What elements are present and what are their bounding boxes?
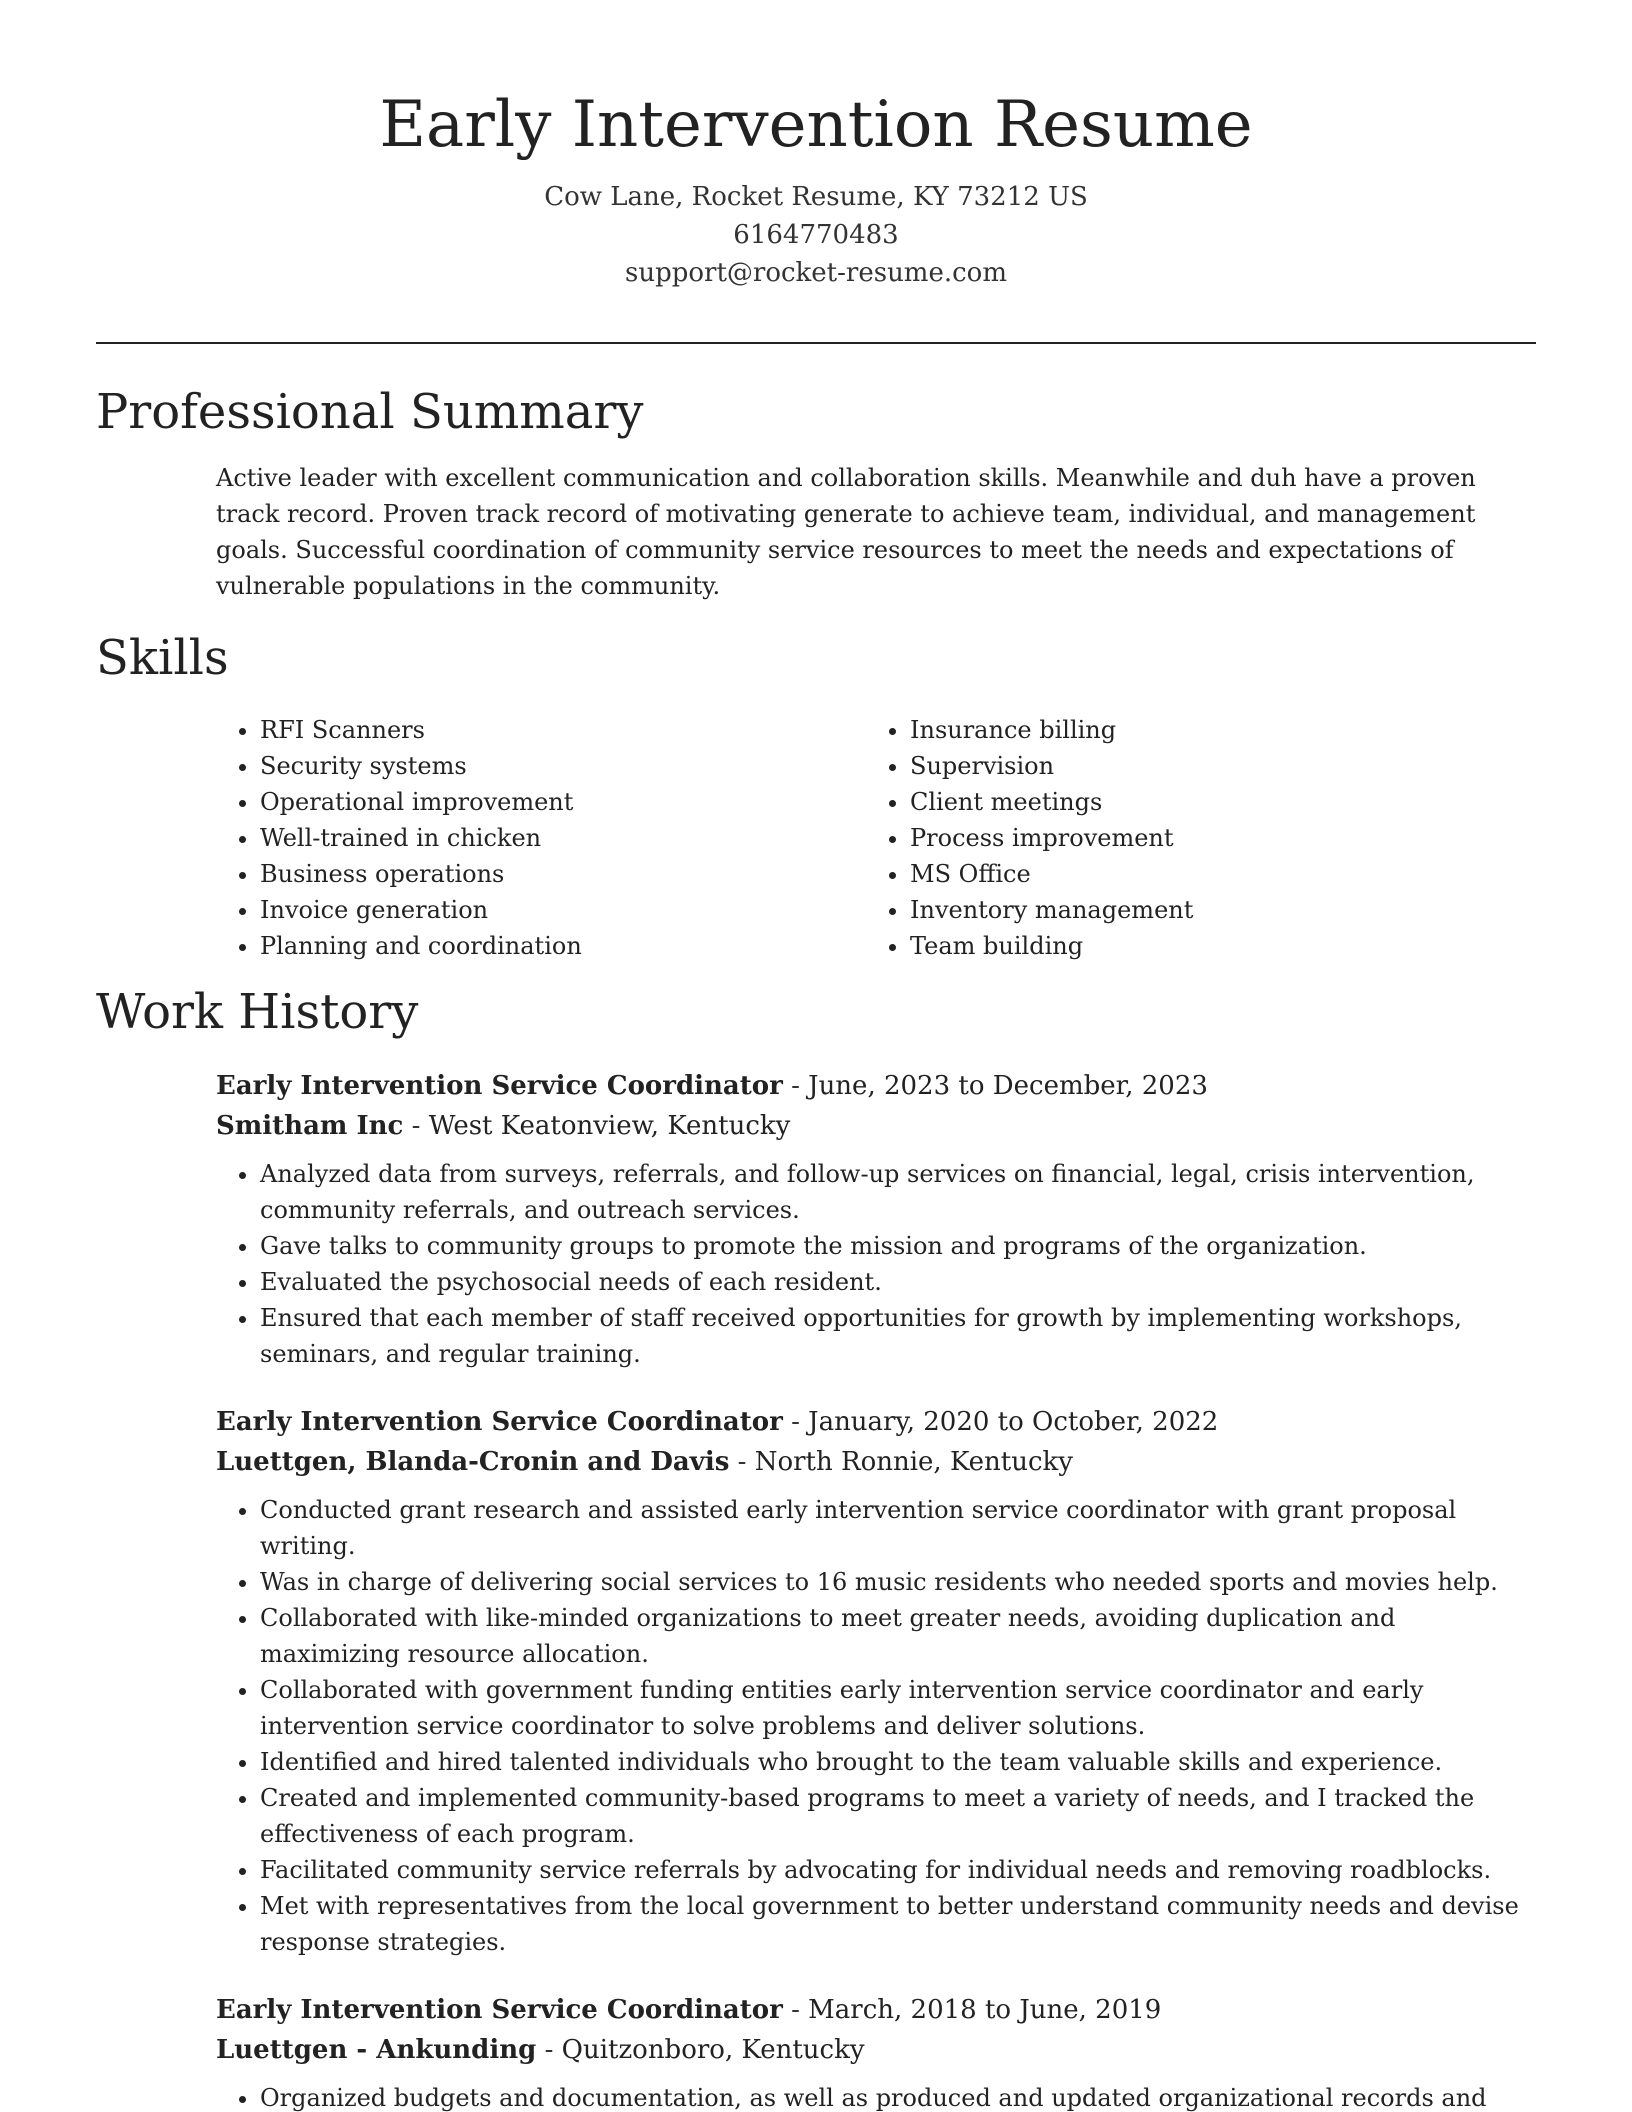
job-company: Luettgen - Ankunding bbox=[216, 2035, 537, 2065]
work-history-list bbox=[216, 1066, 1536, 2112]
job-duties-list bbox=[216, 2080, 1536, 2112]
skill-item: • Client meetings bbox=[910, 784, 1516, 820]
skill-item: • Insurance billing bbox=[910, 712, 1516, 748]
skill-item: • Process improvement bbox=[910, 820, 1516, 856]
skill-item: • Well-trained in chicken bbox=[260, 820, 866, 856]
job-dates: June, 2023 to December, 2023 bbox=[808, 1071, 1208, 1101]
job-duty: • Collaborated with government funding entities early intervention service coordinator and early intervention service coordinator to solve problems and deliver solutions. bbox=[260, 1672, 1536, 1744]
skill-item: • Security systems bbox=[260, 748, 866, 784]
skill-item: • Inventory management bbox=[910, 892, 1516, 928]
job-duty: • Conducted grant research and assisted early intervention service coordinator with grant proposal writing. bbox=[260, 1492, 1536, 1564]
header-divider bbox=[96, 342, 1536, 344]
skills-list bbox=[216, 712, 1536, 964]
job-duty: • Analyzed data from surveys, referrals, and follow-up services on financial, legal, crisis intervention, community referrals, and outreach services. bbox=[260, 1156, 1536, 1228]
job-duty: • Gave talks to community groups to promote the mission and programs of the organization. bbox=[260, 1228, 1536, 1264]
job-separator: - bbox=[782, 1995, 809, 2025]
job-location: West Keatonview, Kentucky bbox=[428, 1111, 791, 1141]
job-duty: • Facilitated community service referrals by advocating for individual needs and removing roadblocks. bbox=[260, 1852, 1536, 1888]
job-separator: - bbox=[729, 1447, 755, 1477]
job-title-line bbox=[216, 1066, 1536, 1106]
job-company: Luettgen, Blanda-Cronin and Davis bbox=[216, 1447, 730, 1477]
job-company-line bbox=[216, 1442, 1536, 1482]
job-location: North Ronnie, Kentucky bbox=[754, 1447, 1073, 1477]
job-duty: • Evaluated the psychosocial needs of each resident. bbox=[260, 1264, 1536, 1300]
job-duty: • Was in charge of delivering social services to 16 music residents who needed sports and movies help. bbox=[260, 1564, 1536, 1600]
summary-text: Active leader with excellent communication and collaboration skills. Meanwhile and duh have a proven track record. Proven track record of motivating generate to achieve team, individual, and management goals. Successful coordination of community service resources to meet the needs and expectations of vulnerable populations in the community. bbox=[216, 464, 1476, 600]
skill-item: • MS Office bbox=[910, 856, 1516, 892]
job-separator: - bbox=[536, 2035, 562, 2065]
job-entry bbox=[216, 1990, 1536, 2112]
skill-item: • Business operations bbox=[260, 856, 866, 892]
job-duty: • Met with representatives from the local government to better understand community needs and devise response strategies. bbox=[260, 1888, 1536, 1960]
skill-item: • Invoice generation bbox=[260, 892, 866, 928]
job-duty: • Organized budgets and documentation, as well as produced and updated organizational records and bbox=[260, 2080, 1536, 2112]
job-title-line bbox=[216, 1402, 1536, 1442]
skill-item: • Planning and coordination bbox=[260, 928, 866, 964]
job-company-line bbox=[216, 2030, 1536, 2070]
job-duty: • Created and implemented community-based programs to meet a variety of needs, and I tracked the effectiveness of each program. bbox=[260, 1780, 1536, 1852]
work-history-heading: Work History bbox=[96, 984, 419, 1040]
job-company-line bbox=[216, 1106, 1536, 1146]
job-dates: January, 2020 to October, 2022 bbox=[808, 1407, 1219, 1437]
job-company: Smitham Inc bbox=[216, 1111, 404, 1141]
job-entry bbox=[216, 1402, 1536, 1960]
skills-heading: Skills bbox=[96, 630, 229, 686]
job-title: Early Intervention Service Coordinator bbox=[216, 1071, 783, 1101]
job-duty: • Ensured that each member of staff received opportunities for growth by implementing workshops, seminars, and regular training. bbox=[260, 1300, 1536, 1372]
summary-heading: Professional Summary bbox=[96, 384, 644, 440]
job-duty: • Collaborated with like-minded organizations to meet greater needs, avoiding duplication and maximizing resource allocation. bbox=[260, 1600, 1536, 1672]
skill-item: • RFI Scanners bbox=[260, 712, 866, 748]
job-title-line bbox=[216, 1990, 1536, 2030]
skill-item: • Supervision bbox=[910, 748, 1516, 784]
job-duties-list bbox=[216, 1156, 1536, 1372]
job-duties-list bbox=[216, 1492, 1536, 1960]
skill-item: • Team building bbox=[910, 928, 1516, 964]
resume-header bbox=[0, 80, 1632, 292]
job-separator: - bbox=[782, 1407, 809, 1437]
job-dates: March, 2018 to June, 2019 bbox=[808, 1995, 1162, 2025]
resume-title: Early Intervention Resume bbox=[379, 88, 1253, 162]
job-separator: - bbox=[782, 1071, 809, 1101]
contact-phone: 6164770483 bbox=[733, 220, 899, 250]
job-duty: • Identified and hired talented individuals who brought to the team valuable skills and experience. bbox=[260, 1744, 1536, 1780]
job-location: Quitzonboro, Kentucky bbox=[561, 2035, 865, 2065]
job-separator: - bbox=[403, 1111, 429, 1141]
contact-email: support@rocket-resume.com bbox=[624, 258, 1007, 288]
job-title: Early Intervention Service Coordinator bbox=[216, 1407, 783, 1437]
job-title: Early Intervention Service Coordinator bbox=[216, 1995, 783, 2025]
contact-address: Cow Lane, Rocket Resume, KY 73212 US bbox=[544, 182, 1088, 212]
job-entry bbox=[216, 1066, 1536, 1372]
skill-item: • Operational improvement bbox=[260, 784, 866, 820]
skills-column-left bbox=[216, 712, 866, 964]
skills-column-right bbox=[866, 712, 1516, 964]
